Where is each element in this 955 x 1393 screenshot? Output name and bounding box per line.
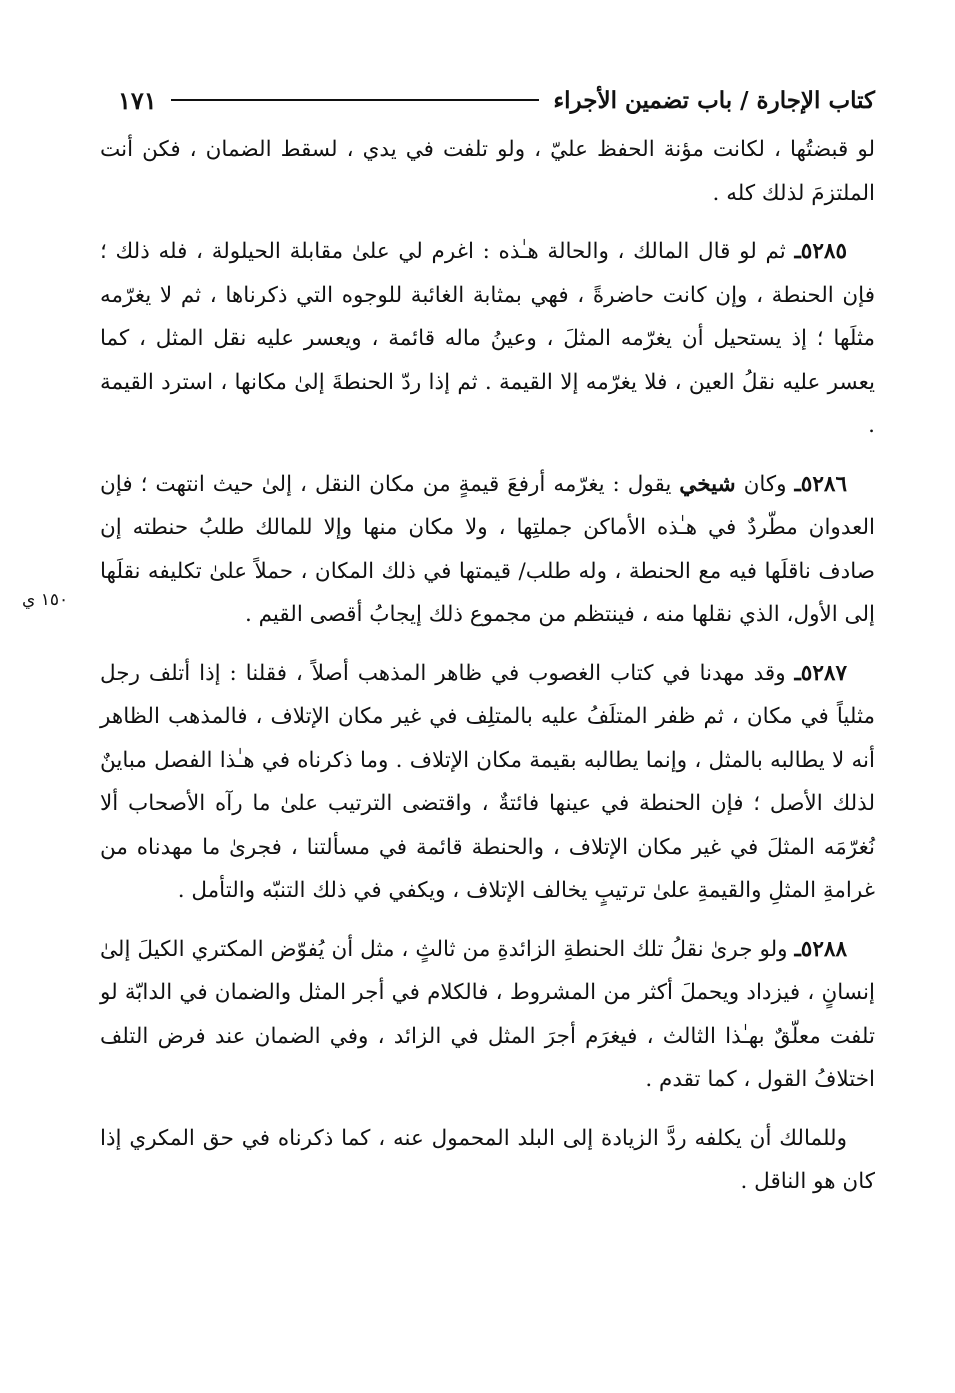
paragraph-text: لو قبضتُها ، لكانت مؤنة الحفظ عليّ ، ولو تلفت في يدي ، لسقط الضمان ، فكن أنت الملتزمَ لذلك كله .: [100, 137, 875, 206]
paragraph-text: وللمالك أن يكلفه ردَّ الزيادة إلى البلد المحمول عنه ، كما ذكرناه في حق المكري إذا كان هو الناقل .: [100, 1125, 875, 1194]
paragraph-5288: [100, 928, 875, 1102]
paragraph-text: ثم لو قال المالك ، والحالة هـٰذه : اغرم لي علىٰ مقابلة الحيلولة ، فله ذلك ؛ فإن الحنطة ، وإن كانت حاضرةً ، فهي بمثابة الغائبة للوجوه التي ذكرناها ، ثم لا يغرّمه مثلَها ؛ إذ يستحيل أن يغرّمه المثلَ ، وعينُ ماله قائمة ، ويعسر عليه نقل المثل ، كما يعسر عليه نقلُ العين ، فلا يغرّمه إلا القيمة . ثم إذا ردّ الحنطةَ إلىٰ مكانها ، استرد القيمة .: [100, 239, 875, 438]
header-rule: [171, 99, 540, 101]
paragraph-text: ولو جرىٰ نقلُ تلك الحنطةِ الزائدةِ من ثالثٍ ، مثل أن يُفوّض المكتري الكيلَ إلىٰ إنسانٍ ، فيزداد ويحملَ أكثر من المشروط ، فالكلام في أجر المثل والضمان في الدابّة لو تلفت معلّقٌ بهـٰذا الثالث ، فيغرَم أجرَ المثل في الزائد ، وفي الضمان عند فرض التلف اختلافُ القول ، كما تقدم .: [100, 936, 875, 1092]
paragraph-5287: [100, 652, 875, 913]
emphasized-name: شيخي: [679, 471, 736, 497]
paragraph-number: ٥٢٨٥ـ: [794, 239, 847, 264]
paragraph-continuation: [100, 128, 875, 215]
paragraph-5285: [100, 230, 875, 448]
page-number: ١٧١: [118, 85, 157, 115]
body-text: [100, 128, 875, 1204]
paragraph-text: وقد مهدنا في كتاب الغصوب في ظاهر المذهب أصلاً ، فقلنا : إذا أتلف رجل مثلياً في مكان ، ثم ظفر المتلَفُ عليه بالمتلِف في غير مكان الإتلاف ، فالمذهب الظاهر أنه لا يطالبه بالمثل ، وإنما يطالبه بقيمة مكان الإتلاف . وما ذكرناه في هـٰذا الفصل مباينٌ لذلك الأصل ؛ فإن الحنطة في عينها فائتةٌ ، واقتضى الترتيب علىٰ ما رآه الأصحاب ألا نُغرّمَه المثلَ في غير مكان الإتلاف ، والحنطة قائمة في مسألتنا ، فجرىٰ ما مهدناه من غرامةِ المثلِ والقيمةِ علىٰ ترتيبٍ يخالف الإتلاف ، ويكفي في ذلك التنبّه والتأمل .: [100, 660, 875, 903]
paragraph-final: [100, 1117, 875, 1204]
paragraph-number: ٥٢٨٧ـ: [794, 660, 847, 686]
paragraph-text: يقول : يغرّمه أرفعَ قيمةٍ من مكان النقل ، إلىٰ حيث انتهت ؛ فإن العدوان مطّردٌ في هـٰذه الأماكن جملتِها ، ولا مكان منها وإلا للمالك طلبُ حنطته إن صادف ناقلَها فيه مع الحنطة ، وله طلب/ قيمتها في ذلك المكان ، حملاً علىٰ تكليفه نقلَها إلى الأول، الذي نقلها منه ، فينتظم من مجموع ذلك إيجابُ أقصى القيم .: [100, 471, 875, 627]
paragraph-number: ٥٢٨٦ـ: [794, 471, 847, 497]
margin-note: ١٥٠ ي: [22, 590, 69, 610]
paragraph-5286: [100, 463, 875, 637]
paragraph-pre-text: وكان: [735, 471, 795, 497]
running-header: [100, 80, 875, 120]
paragraph-number: ٥٢٨٨ـ: [794, 936, 847, 962]
header-title: كتاب الإجارة / باب تضمين الأجراء: [553, 86, 875, 114]
